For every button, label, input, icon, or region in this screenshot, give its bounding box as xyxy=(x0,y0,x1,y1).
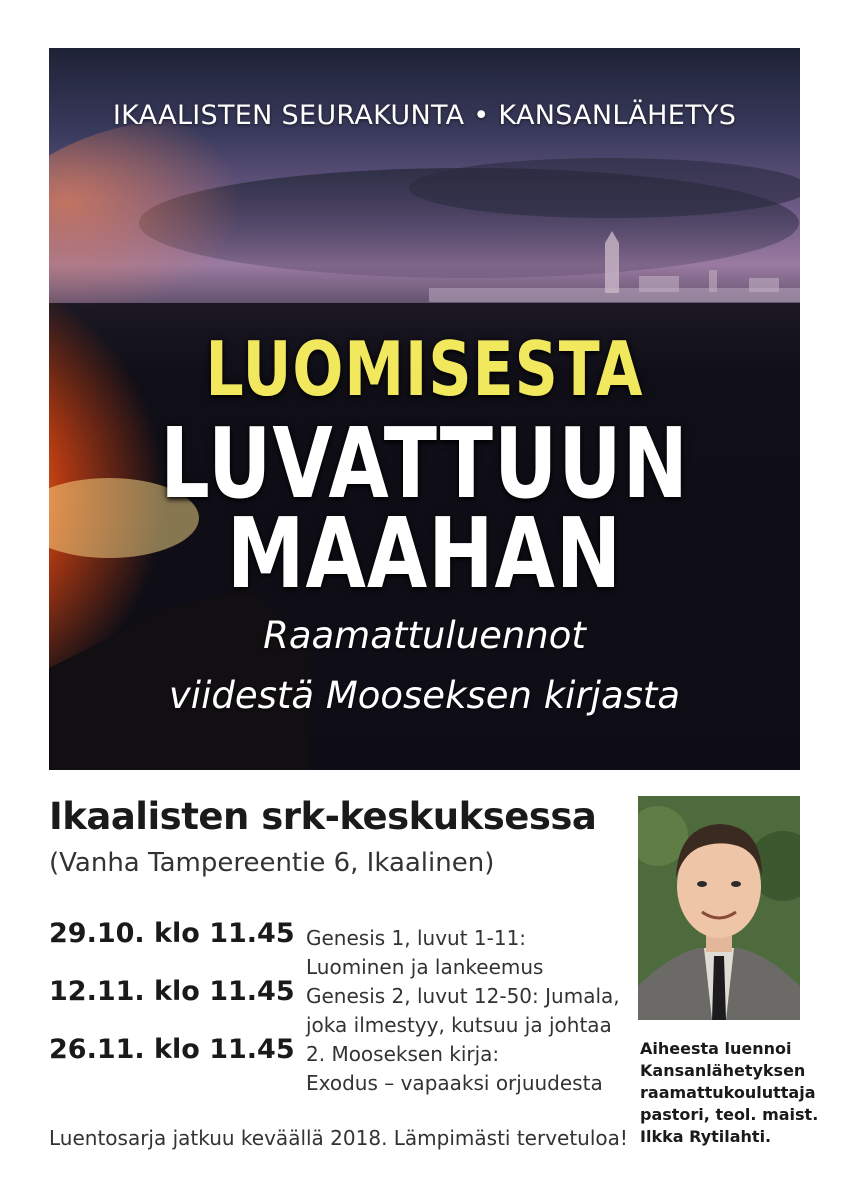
poster-image xyxy=(49,48,800,770)
lecture-description-line: joka ilmestyy, kutsuu ja johtaa xyxy=(306,1013,612,1037)
lecture-description-line: Luominen ja lankeemus xyxy=(306,955,544,979)
lecture-description-line: Exodus – vapaaksi orjuudesta xyxy=(306,1071,603,1095)
speaker-caption-line: Kansanlähetyksen xyxy=(640,1061,806,1080)
title-line-3: MAAHAN xyxy=(226,498,623,611)
speaker-caption-line: pastori, teol. maist. xyxy=(640,1105,819,1124)
title-line-1: LUOMISESTA xyxy=(205,326,644,414)
speaker-caption-line: Ilkka Rytilahti. xyxy=(640,1127,772,1146)
lecture-date: 12.11. klo 11.45 xyxy=(49,976,295,1007)
speaker-photo xyxy=(638,796,800,1020)
venue-name: Ikaalisten srk-keskuksessa xyxy=(49,795,597,838)
lecture-description-line: Genesis 2, luvut 12-50: Jumala, xyxy=(306,984,620,1008)
speaker-caption xyxy=(640,1038,819,1148)
lecture-date: 26.11. klo 11.45 xyxy=(49,1034,295,1065)
speaker-caption-line: Aiheesta luennoi xyxy=(640,1039,792,1058)
lecture-description xyxy=(306,924,626,982)
speaker-caption-line: raamattukouluttaja xyxy=(640,1083,816,1102)
lecture-description xyxy=(306,982,626,1040)
organizers: IKAALISTEN SEURAKUNTA • KANSANLÄHETYS xyxy=(112,100,737,131)
venue-address: (Vanha Tampereentie 6, Ikaalinen) xyxy=(49,848,495,878)
lecture-description-line: Genesis 1, luvut 1-11: xyxy=(306,926,527,950)
speaker-portrait-image xyxy=(638,796,800,1020)
subtitle-line-2: viidestä Mooseksen kirjasta xyxy=(168,674,681,717)
lecture-description xyxy=(306,1040,626,1098)
lecture-date: 29.10. klo 11.45 xyxy=(49,918,295,949)
subtitle-line-1: Raamattuluennot xyxy=(263,614,586,657)
footer-note: Luentosarja jatkuu keväällä 2018. Lämpimästi tervetuloa! xyxy=(49,1126,628,1150)
title-line-2: LUVATTUUN xyxy=(160,408,689,521)
lecture-description-line: 2. Mooseksen kirja: xyxy=(306,1042,500,1066)
